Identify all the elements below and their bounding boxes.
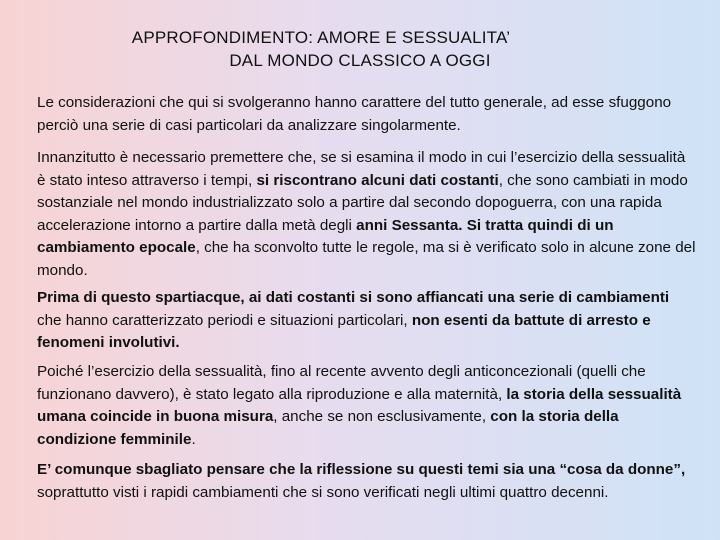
paragraph-4 xyxy=(37,361,697,451)
text-segment: Le considerazioni che qui si svolgeranno hanno carattere del tutto generale, ad esse sfuggono perciò una serie di casi particolari da analizzare singolarmente. xyxy=(37,94,672,134)
text-segment: , anche se non esclusivamente, xyxy=(273,408,491,425)
text-segment: Innanzitutto è necessario premettere che, se si esamina il modo in cui l’esercizio della sessualità è stato inteso attraverso i tempi, xyxy=(37,149,686,189)
paragraph-3 xyxy=(37,287,697,355)
bold-segment: E’ comunque sbagliato pensare che la riflessione su questi temi sia una “cosa da donne”, xyxy=(37,461,686,478)
text-segment: soprattutto visti i rapidi cambiamenti che si sono verificati negli ultimi quattro decenni. xyxy=(37,483,609,501)
bold-segment: si riscontrano alcuni dati costanti xyxy=(256,171,499,189)
bold-segment: non esenti da battute di arresto e fenomeni involutivi. xyxy=(37,311,651,351)
paragraph-2 xyxy=(37,147,697,282)
slide-title xyxy=(0,26,720,72)
paragraph-5 xyxy=(37,459,697,504)
bold-segment: la storia della sessualità umana coincide in buona misura xyxy=(37,385,682,425)
bold-segment: Prima di questo spartiacque, ai dati costanti si sono affiancati una serie di cambiamenti xyxy=(37,289,670,306)
bold-segment: anni Sessanta. Si tratta quindi di un cambiamento epocale xyxy=(37,216,614,256)
title-line-2: DAL MONDO CLASSICO A OGGI xyxy=(229,51,491,70)
bold-segment: con la storia della condizione femminile xyxy=(37,408,619,448)
paragraph-1 xyxy=(37,92,697,137)
text-segment: che hanno caratterizzato periodi e situazioni particolari, xyxy=(37,311,412,329)
text-segment: , che ha sconvolto tutte le regole, ma si è verificato solo in alcune zone del mondo. xyxy=(37,239,696,279)
text-segment: , che sono cambiati in modo sostanziale nel mondo industrializzato solo a partire dal secondo dopoguerra, con una rapida accelerazione intorno a partire dalla metà degli xyxy=(37,171,688,234)
title-line-1: APPROFONDIMENTO: AMORE E SESSUALITA’ xyxy=(131,28,511,47)
text-segment: . xyxy=(191,430,196,448)
text-segment: Poiché l’esercizio della sessualità, fino al recente avvento degli anticoncezionali (quelli che funzionano davvero), è stato legato alla riproduzione e alla maternità, xyxy=(37,363,646,403)
